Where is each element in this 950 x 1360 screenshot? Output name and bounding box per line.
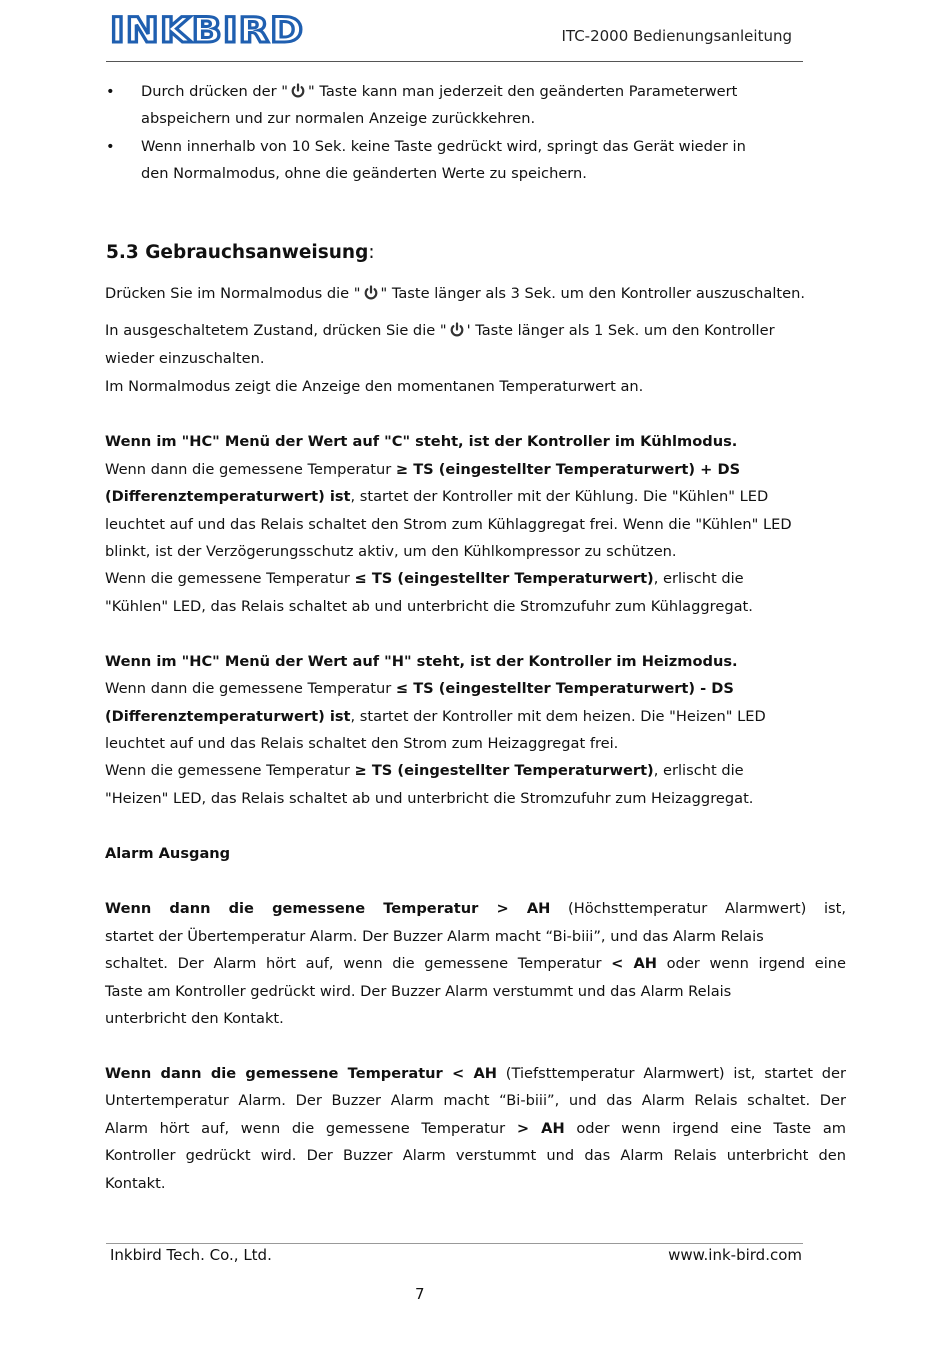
footer-company: Inkbird Tech. Co., Ltd. (110, 1246, 272, 1264)
heating-line-1: Wenn dann die gemessene Temperatur ≤ TS (eingestellter Temperaturwert) - DS (105, 680, 734, 697)
cooling-heading: Wenn im "HC" Menü der Wert auf "C" steht, ist der Kontroller im Kühlmodus. (105, 433, 738, 450)
cooling-line-5: Wenn die gemessene Temperatur ≤ TS (eingestellter Temperaturwert), erlischt die (105, 570, 744, 587)
alarm-high-line-1: Wenn dann die gemessene Temperatur > AH (Höchsttemperatur Alarmwert) ist, (105, 900, 846, 917)
heating-line-3: leuchtet auf und das Relais schaltet den Strom zum Heizaggregat frei. (105, 735, 619, 752)
power-icon (449, 322, 465, 338)
alarm-high-line-2: startet der Übertemperatur Alarm. Der Buzzer Alarm macht “Bi-biii”, und das Alarm Relais (105, 928, 764, 945)
cooling-line-6: "Kühlen" LED, das Relais schaltet ab und unterbricht die Stromzufuhr zum Kühlaggregat. (105, 598, 753, 615)
alarm-high-line-3: schaltet. Der Alarm hört auf, wenn die gemessene Temperatur < AH oder wenn irgend eine (105, 955, 846, 972)
svg-text:INKBIRD: INKBIRD (110, 12, 304, 48)
usage-paragraph-3: Im Normalmodus zeigt die Anzeige den momentanen Temperaturwert an. (105, 378, 644, 395)
cooling-line-1: Wenn dann die gemessene Temperatur ≥ TS (eingestellter Temperaturwert) + DS (105, 461, 741, 478)
heating-line-5: "Heizen" LED, das Relais schaltet ab und unterbricht die Stromzufuhr zum Heizaggregat. (105, 790, 754, 807)
usage-paragraph-2-line-1: In ausgeschaltetem Zustand, drücken Sie die " ' Taste länger als 1 Sek. um den Kontroller (105, 322, 775, 339)
usage-paragraph-1: Drücken Sie im Normalmodus die " " Taste länger als 3 Sek. um den Kontroller auszuschalten. (105, 285, 805, 302)
heating-heading: Wenn im "HC" Menü der Wert auf "H" steht, ist der Kontroller im Heizmodus. (105, 653, 738, 670)
bullet-2-line-1: Wenn innerhalb von 10 Sek. keine Taste gedrückt wird, springt das Gerät wieder in (141, 138, 746, 155)
heating-line-4: Wenn die gemessene Temperatur ≥ TS (eingestellter Temperaturwert), erlischt die (105, 762, 744, 779)
alarm-heading: Alarm Ausgang (105, 845, 231, 862)
section-heading: 5.3 Gebrauchsanweisung: (106, 242, 375, 263)
alarm-low-line-3: Alarm hört auf, wenn die gemessene Temperatur > AH oder wenn irgend eine Taste am (105, 1120, 846, 1137)
document-title: ITC-2000 Bedienungsanleitung (561, 27, 792, 45)
power-icon (290, 83, 306, 99)
cooling-line-3: leuchtet auf und das Relais schaltet den Strom zum Kühlaggregat frei. Wenn die "Kühlen" LED (105, 516, 792, 533)
alarm-low-line-2: Untertemperatur Alarm. Der Buzzer Alarm macht “Bi-biii”, und das Alarm Relais schaltet. Der (105, 1092, 846, 1109)
alarm-low-line-1: Wenn dann die gemessene Temperatur < AH (Tiefsttemperatur Alarmwert) ist, startet der (105, 1065, 846, 1082)
header-divider (106, 61, 803, 62)
bullet-1-line-2: abspeichern und zur normalen Anzeige zurückkehren. (141, 110, 536, 127)
inkbird-logo (110, 12, 310, 48)
usage-paragraph-2-line-2: wieder einzuschalten. (105, 350, 265, 367)
cooling-line-2: (Differenztemperaturwert) ist, startet der Kontroller mit der Kühlung. Die "Kühlen" LED (105, 488, 769, 505)
footer-website: www.ink-bird.com (668, 1246, 802, 1264)
alarm-low-line-5: Kontakt. (105, 1175, 166, 1192)
bullet-marker: • (106, 83, 115, 100)
bullet-2-line-2: den Normalmodus, ohne die geänderten Werte zu speichern. (141, 165, 587, 182)
cooling-line-4: blinkt, ist der Verzögerungsschutz aktiv, um den Kühlkompressor zu schützen. (105, 543, 677, 560)
heating-line-2: (Differenztemperaturwert) ist, startet der Kontroller mit dem heizen. Die "Heizen" LED (105, 708, 766, 725)
bullet-marker: • (106, 138, 115, 155)
alarm-high-line-5: unterbricht den Kontakt. (105, 1010, 284, 1027)
power-icon (363, 285, 379, 301)
alarm-low-line-4: Kontroller gedrückt wird. Der Buzzer Alarm verstummt und das Alarm Relais unterbricht den (105, 1147, 846, 1164)
page-number: 7 (415, 1285, 425, 1303)
footer-divider (106, 1243, 803, 1244)
alarm-high-line-4: Taste am Kontroller gedrückt wird. Der Buzzer Alarm verstummt und das Alarm Relais (105, 983, 732, 1000)
bullet-1-line-1: Durch drücken der " " Taste kann man jederzeit den geänderten Parameterwert (141, 83, 738, 100)
